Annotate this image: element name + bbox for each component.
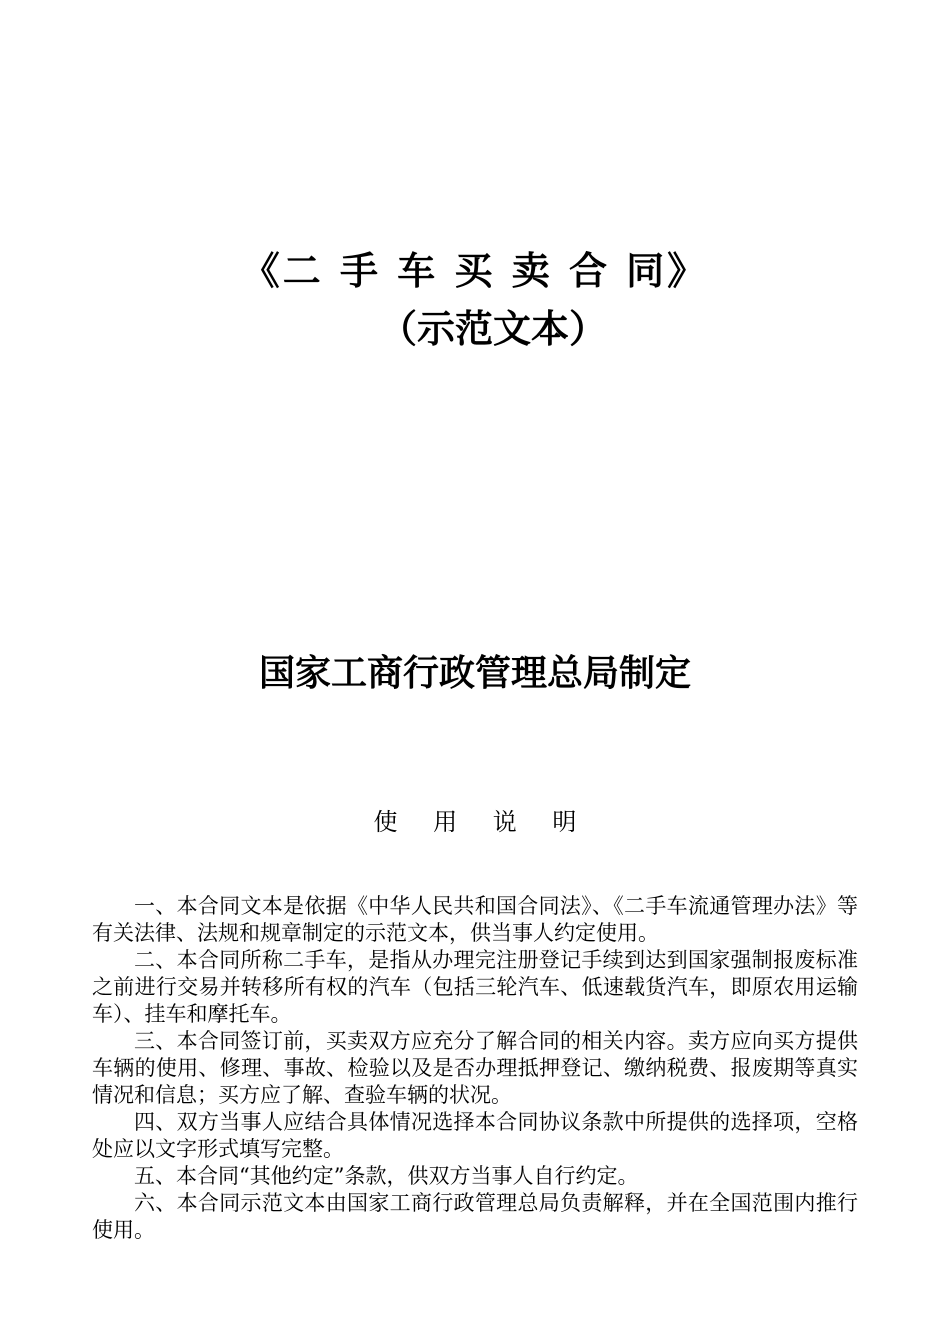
instruction-paragraph: 三、本合同签订前，买卖双方应充分了解合同的相关内容。卖方应向买方提供车辆的使用、修理、事故、检验以及是否办理抵押登记、缴纳税费、报废期等真实情况和信息；买方应了解、查验车辆的状况。: [92, 1029, 858, 1107]
instruction-paragraph: 六、本合同示范文本由国家工商行政管理总局负责解释，并在全国范围内推行使用。: [92, 1191, 858, 1242]
instructions-body: [92, 893, 858, 1244]
instruction-paragraph: 五、本合同“其他约定”条款，供双方当事人自行约定。: [134, 1164, 639, 1188]
issuer-line: 国家工商行政管理总局制定: [258, 653, 691, 694]
instructions-heading: 使 用 说 明: [373, 808, 591, 836]
instruction-paragraph: 四、双方当事人应结合具体情况选择本合同协议条款中所提供的选择项，空格处应以文字形式填写完整。: [92, 1110, 858, 1161]
contract-subtitle: （示范文本）: [378, 307, 607, 351]
contract-title: 《二 手 车 买 卖 合 同》: [241, 249, 709, 293]
instruction-paragraph: 二、本合同所称二手车，是指从办理完注册登记手续到达到国家强制报废标准之前进行交易并转移所有权的汽车（包括三轮汽车、低速载货汽车，即原农用运输车）、挂车和摩托车。: [92, 948, 858, 1026]
instruction-paragraph: 一、本合同文本是依据《中华人民共和国合同法》、《二手车流通管理办法》等有关法律、法规和规章制定的示范文本，供当事人约定使用。: [92, 894, 858, 945]
